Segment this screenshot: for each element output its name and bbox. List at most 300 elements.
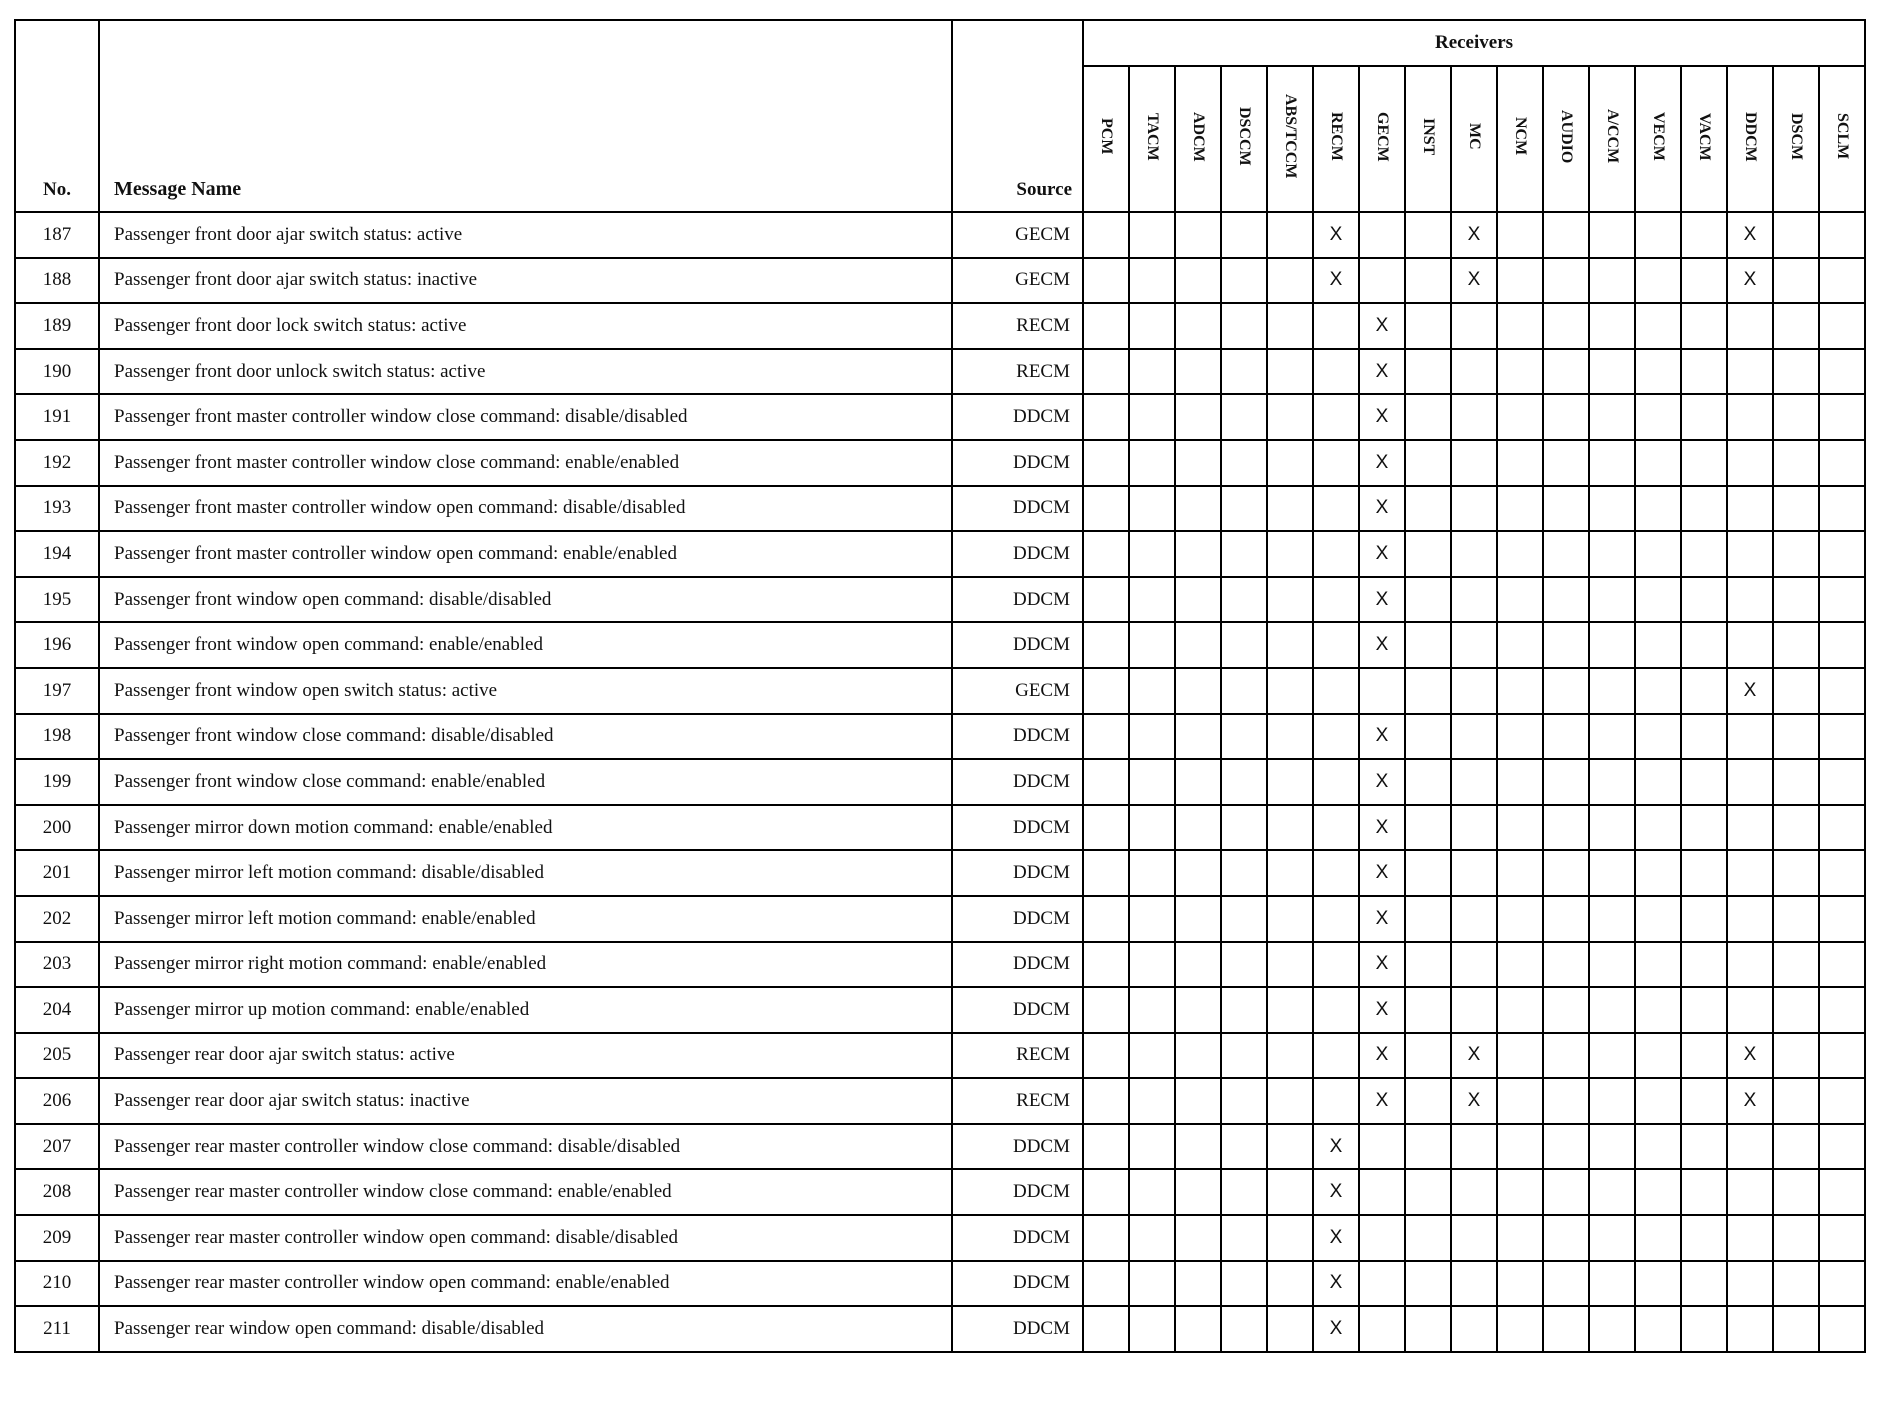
receiver-cell-gecm <box>1359 1124 1405 1170</box>
receiver-cell-audio <box>1543 1261 1589 1307</box>
receiver-cell-dscm <box>1773 759 1819 805</box>
receiver-cell-gecm: X <box>1359 987 1405 1033</box>
receiver-cell-adcm <box>1175 987 1221 1033</box>
receiver-cell-dscm <box>1773 486 1819 532</box>
receiver-cell-recm <box>1313 531 1359 577</box>
message-name: Passenger front door lock switch status: active <box>99 303 952 349</box>
row-number: 209 <box>15 1215 99 1261</box>
receiver-cell-ncm <box>1497 1078 1543 1124</box>
receiver-cell-vecm <box>1635 258 1681 304</box>
receiver-cell-sclm <box>1819 759 1865 805</box>
receiver-header-gecm <box>1359 66 1405 212</box>
receiver-cell-adcm <box>1175 942 1221 988</box>
receiver-cell-vecm <box>1635 759 1681 805</box>
message-name: Passenger rear door ajar switch status: active <box>99 1033 952 1079</box>
receiver-cell-ddcm <box>1727 349 1773 395</box>
receiver-cell-ddcm <box>1727 1306 1773 1352</box>
receiver-cell-ddcm <box>1727 577 1773 623</box>
receiver-cell-adcm <box>1175 1124 1221 1170</box>
receiver-cell-ncm <box>1497 212 1543 258</box>
receiver-cell-vacm <box>1681 1124 1727 1170</box>
receiver-cell-recm: X <box>1313 1169 1359 1215</box>
row-number: 191 <box>15 394 99 440</box>
receiver-cell-gecm: X <box>1359 622 1405 668</box>
receiver-cell-inst <box>1405 1033 1451 1079</box>
receiver-cell-pcm <box>1083 805 1129 851</box>
receiver-label: SCLM <box>1834 113 1851 160</box>
table-row <box>15 987 1865 1033</box>
receiver-cell-mc <box>1451 349 1497 395</box>
receiver-cell-vecm <box>1635 622 1681 668</box>
receiver-cell-adcm <box>1175 440 1221 486</box>
receiver-cell-recm <box>1313 668 1359 714</box>
receiver-cell-abs-tccm <box>1267 714 1313 760</box>
receiver-cell-sclm <box>1819 1124 1865 1170</box>
receiver-cell-mc <box>1451 1124 1497 1170</box>
receiver-cell-a-ccm <box>1589 303 1635 349</box>
receiver-cell-dscm <box>1773 668 1819 714</box>
receiver-cell-ncm <box>1497 1215 1543 1261</box>
receiver-cell-adcm <box>1175 714 1221 760</box>
receiver-cell-dsccm <box>1221 714 1267 760</box>
receiver-cell-vacm <box>1681 668 1727 714</box>
receiver-cell-gecm: X <box>1359 531 1405 577</box>
receiver-cell-ncm <box>1497 440 1543 486</box>
receiver-cell-tacm <box>1129 1124 1175 1170</box>
receiver-cell-audio <box>1543 987 1589 1033</box>
receiver-cell-vecm <box>1635 486 1681 532</box>
message-name: Passenger front window open switch status: active <box>99 668 952 714</box>
receiver-cell-ncm <box>1497 714 1543 760</box>
receiver-cell-ncm <box>1497 987 1543 1033</box>
receiver-cell-dscm <box>1773 1215 1819 1261</box>
message-name: Passenger front window close command: enable/enabled <box>99 759 952 805</box>
receiver-cell-pcm <box>1083 896 1129 942</box>
receiver-cell-vacm <box>1681 850 1727 896</box>
receiver-cell-vacm <box>1681 440 1727 486</box>
table-row <box>15 1033 1865 1079</box>
receiver-cell-gecm: X <box>1359 440 1405 486</box>
table-row <box>15 1261 1865 1307</box>
message-source: DDCM <box>952 1169 1083 1215</box>
receiver-cell-audio <box>1543 1078 1589 1124</box>
receiver-cell-pcm <box>1083 622 1129 668</box>
receiver-cell-ncm <box>1497 1033 1543 1079</box>
table-row <box>15 1215 1865 1261</box>
receiver-cell-ncm <box>1497 258 1543 304</box>
receiver-cell-mc <box>1451 303 1497 349</box>
receiver-cell-ncm <box>1497 1124 1543 1170</box>
receiver-cell-mc <box>1451 622 1497 668</box>
receiver-cell-audio <box>1543 349 1589 395</box>
receiver-cell-dscm <box>1773 1306 1819 1352</box>
receiver-cell-audio <box>1543 486 1589 532</box>
receiver-cell-dsccm <box>1221 668 1267 714</box>
receiver-cell-vacm <box>1681 531 1727 577</box>
receiver-label: DSCM <box>1788 112 1805 161</box>
receiver-cell-pcm <box>1083 668 1129 714</box>
receiver-cell-adcm <box>1175 577 1221 623</box>
receiver-cell-inst <box>1405 531 1451 577</box>
receiver-cell-a-ccm <box>1589 1261 1635 1307</box>
receiver-cell-dsccm <box>1221 531 1267 577</box>
receiver-cell-ddcm <box>1727 714 1773 760</box>
receiver-cell-recm: X <box>1313 1261 1359 1307</box>
receiver-cell-tacm <box>1129 212 1175 258</box>
receiver-cell-tacm <box>1129 805 1175 851</box>
receiver-cell-dsccm <box>1221 1306 1267 1352</box>
receiver-cell-ddcm <box>1727 1215 1773 1261</box>
receiver-cell-dscm <box>1773 303 1819 349</box>
table-row <box>15 805 1865 851</box>
row-number: 203 <box>15 942 99 988</box>
message-name: Passenger mirror down motion command: enable/enabled <box>99 805 952 851</box>
receiver-cell-gecm: X <box>1359 303 1405 349</box>
receiver-cell-pcm <box>1083 1261 1129 1307</box>
receiver-cell-vacm <box>1681 805 1727 851</box>
message-name: Passenger rear window open command: disable/disabled <box>99 1306 952 1352</box>
receiver-cell-inst <box>1405 1078 1451 1124</box>
receiver-cell-gecm: X <box>1359 714 1405 760</box>
receiver-label: GECM <box>1374 111 1391 162</box>
receiver-cell-abs-tccm <box>1267 987 1313 1033</box>
receiver-cell-vecm <box>1635 1306 1681 1352</box>
receiver-cell-recm <box>1313 896 1359 942</box>
message-name: Passenger front master controller window open command: enable/enabled <box>99 531 952 577</box>
row-number: 207 <box>15 1124 99 1170</box>
receiver-cell-adcm <box>1175 303 1221 349</box>
receiver-cell-vecm <box>1635 577 1681 623</box>
receiver-cell-audio <box>1543 440 1589 486</box>
receiver-cell-dsccm <box>1221 1078 1267 1124</box>
receiver-cell-vacm <box>1681 714 1727 760</box>
receiver-cell-pcm <box>1083 212 1129 258</box>
receiver-cell-inst <box>1405 349 1451 395</box>
receiver-cell-a-ccm <box>1589 805 1635 851</box>
receiver-cell-recm <box>1313 987 1359 1033</box>
receiver-cell-dscm <box>1773 987 1819 1033</box>
receiver-cell-adcm <box>1175 1033 1221 1079</box>
receiver-cell-audio <box>1543 1124 1589 1170</box>
message-name: Passenger front window open command: enable/enabled <box>99 622 952 668</box>
table-row <box>15 714 1865 760</box>
receiver-cell-vacm <box>1681 1169 1727 1215</box>
receiver-cell-dscm <box>1773 1078 1819 1124</box>
receiver-cell-ncm <box>1497 349 1543 395</box>
receiver-cell-gecm: X <box>1359 486 1405 532</box>
message-source: DDCM <box>952 805 1083 851</box>
receiver-cell-gecm <box>1359 1261 1405 1307</box>
receiver-cell-vecm <box>1635 1124 1681 1170</box>
receiver-cell-vecm <box>1635 440 1681 486</box>
receiver-cell-inst <box>1405 714 1451 760</box>
table-row <box>15 349 1865 395</box>
message-name: Passenger mirror up motion command: enable/enabled <box>99 987 952 1033</box>
receiver-cell-gecm <box>1359 212 1405 258</box>
row-number: 201 <box>15 850 99 896</box>
receiver-cell-tacm <box>1129 759 1175 805</box>
receiver-cell-abs-tccm <box>1267 1261 1313 1307</box>
receiver-cell-dscm <box>1773 805 1819 851</box>
receiver-cell-vacm <box>1681 1261 1727 1307</box>
receiver-cell-ncm <box>1497 942 1543 988</box>
message-name: Passenger rear master controller window close command: enable/enabled <box>99 1169 952 1215</box>
row-number: 198 <box>15 714 99 760</box>
receiver-cell-sclm <box>1819 805 1865 851</box>
receiver-cell-a-ccm <box>1589 987 1635 1033</box>
receiver-cell-dsccm <box>1221 486 1267 532</box>
table-row <box>15 759 1865 805</box>
receiver-cell-abs-tccm <box>1267 531 1313 577</box>
receiver-cell-a-ccm <box>1589 212 1635 258</box>
receiver-cell-ncm <box>1497 531 1543 577</box>
row-number: 205 <box>15 1033 99 1079</box>
receiver-cell-audio <box>1543 394 1589 440</box>
message-source: DDCM <box>952 622 1083 668</box>
receiver-cell-tacm <box>1129 303 1175 349</box>
receiver-cell-abs-tccm <box>1267 349 1313 395</box>
receiver-cell-a-ccm <box>1589 258 1635 304</box>
receiver-cell-mc <box>1451 1169 1497 1215</box>
receiver-cell-pcm <box>1083 1169 1129 1215</box>
receiver-cell-gecm: X <box>1359 1033 1405 1079</box>
receiver-cell-pcm <box>1083 258 1129 304</box>
table-row <box>15 896 1865 942</box>
receiver-cell-abs-tccm <box>1267 1124 1313 1170</box>
receiver-cell-vecm <box>1635 303 1681 349</box>
receiver-cell-ddcm <box>1727 394 1773 440</box>
receiver-cell-dscm <box>1773 577 1819 623</box>
table-row <box>15 394 1865 440</box>
receiver-cell-adcm <box>1175 896 1221 942</box>
receiver-cell-ddcm <box>1727 1169 1773 1215</box>
receiver-cell-sclm <box>1819 486 1865 532</box>
receiver-cell-recm <box>1313 850 1359 896</box>
receiver-cell-audio <box>1543 850 1589 896</box>
receiver-cell-sclm <box>1819 1215 1865 1261</box>
table-row <box>15 622 1865 668</box>
receiver-cell-sclm <box>1819 440 1865 486</box>
table-row <box>15 212 1865 258</box>
receiver-cell-audio <box>1543 258 1589 304</box>
receiver-cell-dsccm <box>1221 759 1267 805</box>
receiver-cell-inst <box>1405 1169 1451 1215</box>
row-number: 200 <box>15 805 99 851</box>
receiver-cell-abs-tccm <box>1267 1306 1313 1352</box>
receiver-header-vacm <box>1681 66 1727 212</box>
receiver-cell-dscm <box>1773 531 1819 577</box>
receiver-cell-a-ccm <box>1589 486 1635 532</box>
receiver-cell-inst <box>1405 212 1451 258</box>
header-no: No. <box>15 20 99 212</box>
row-number: 187 <box>15 212 99 258</box>
receiver-cell-dsccm <box>1221 1033 1267 1079</box>
receiver-cell-inst <box>1405 486 1451 532</box>
row-number: 196 <box>15 622 99 668</box>
receiver-cell-pcm <box>1083 440 1129 486</box>
receiver-cell-a-ccm <box>1589 531 1635 577</box>
receiver-cell-ncm <box>1497 622 1543 668</box>
receiver-cell-inst <box>1405 942 1451 988</box>
receiver-cell-abs-tccm <box>1267 942 1313 988</box>
receiver-cell-pcm <box>1083 303 1129 349</box>
table-row <box>15 1169 1865 1215</box>
receiver-cell-abs-tccm <box>1267 759 1313 805</box>
receiver-cell-vacm <box>1681 303 1727 349</box>
message-name: Passenger mirror left motion command: enable/enabled <box>99 896 952 942</box>
receiver-cell-adcm <box>1175 1261 1221 1307</box>
receiver-cell-a-ccm <box>1589 349 1635 395</box>
receiver-cell-vacm <box>1681 212 1727 258</box>
receiver-cell-dscm <box>1773 850 1819 896</box>
receiver-cell-tacm <box>1129 577 1175 623</box>
receiver-cell-ncm <box>1497 1261 1543 1307</box>
receiver-cell-abs-tccm <box>1267 1169 1313 1215</box>
receiver-cell-mc: X <box>1451 212 1497 258</box>
receiver-cell-ncm <box>1497 486 1543 532</box>
message-source: DDCM <box>952 577 1083 623</box>
receiver-label: ABS/TCCM <box>1282 94 1299 179</box>
receiver-cell-pcm <box>1083 1078 1129 1124</box>
receiver-cell-recm <box>1313 805 1359 851</box>
receiver-cell-adcm <box>1175 759 1221 805</box>
receiver-cell-inst <box>1405 987 1451 1033</box>
receiver-cell-mc <box>1451 394 1497 440</box>
receiver-cell-inst <box>1405 805 1451 851</box>
receiver-cell-a-ccm <box>1589 440 1635 486</box>
receiver-cell-ddcm: X <box>1727 212 1773 258</box>
row-number: 204 <box>15 987 99 1033</box>
receiver-cell-inst <box>1405 303 1451 349</box>
receiver-cell-tacm <box>1129 349 1175 395</box>
table-row <box>15 942 1865 988</box>
receiver-cell-recm <box>1313 622 1359 668</box>
receiver-cell-mc <box>1451 531 1497 577</box>
table-row <box>15 850 1865 896</box>
receiver-cell-vecm <box>1635 1261 1681 1307</box>
receiver-cell-a-ccm <box>1589 577 1635 623</box>
receiver-cell-audio <box>1543 714 1589 760</box>
receiver-cell-ddcm <box>1727 987 1773 1033</box>
receiver-cell-vecm <box>1635 942 1681 988</box>
receiver-cell-recm: X <box>1313 212 1359 258</box>
receiver-cell-ddcm <box>1727 1124 1773 1170</box>
receiver-cell-mc <box>1451 987 1497 1033</box>
receiver-cell-ddcm <box>1727 896 1773 942</box>
receiver-cell-ncm <box>1497 850 1543 896</box>
receiver-cell-tacm <box>1129 668 1175 714</box>
receiver-cell-recm <box>1313 714 1359 760</box>
receiver-cell-audio <box>1543 531 1589 577</box>
receiver-cell-adcm <box>1175 668 1221 714</box>
receiver-cell-a-ccm <box>1589 714 1635 760</box>
receiver-cell-dscm <box>1773 394 1819 440</box>
receiver-cell-pcm <box>1083 987 1129 1033</box>
receiver-label: RECM <box>1328 112 1345 161</box>
message-table-container <box>14 19 1866 1353</box>
receiver-cell-mc <box>1451 896 1497 942</box>
receiver-cell-inst <box>1405 1261 1451 1307</box>
message-source: DDCM <box>952 987 1083 1033</box>
receiver-cell-recm <box>1313 303 1359 349</box>
receiver-cell-mc <box>1451 850 1497 896</box>
receiver-cell-gecm <box>1359 1169 1405 1215</box>
receiver-cell-vecm <box>1635 1033 1681 1079</box>
receiver-cell-adcm <box>1175 1078 1221 1124</box>
message-name: Passenger front master controller window close command: enable/enabled <box>99 440 952 486</box>
receiver-cell-ddcm <box>1727 486 1773 532</box>
receiver-cell-sclm <box>1819 303 1865 349</box>
receiver-cell-vecm <box>1635 896 1681 942</box>
receiver-header-recm <box>1313 66 1359 212</box>
receiver-cell-dscm <box>1773 896 1819 942</box>
message-source: DDCM <box>952 1261 1083 1307</box>
message-source: DDCM <box>952 394 1083 440</box>
receiver-cell-abs-tccm <box>1267 668 1313 714</box>
receiver-cell-dsccm <box>1221 577 1267 623</box>
receiver-cell-ddcm <box>1727 303 1773 349</box>
header-message-name: Message Name <box>99 20 952 212</box>
message-source: DDCM <box>952 486 1083 532</box>
receiver-cell-vecm <box>1635 212 1681 258</box>
receiver-header-vecm <box>1635 66 1681 212</box>
receiver-cell-abs-tccm <box>1267 212 1313 258</box>
message-source: DDCM <box>952 440 1083 486</box>
receiver-cell-inst <box>1405 577 1451 623</box>
receiver-cell-a-ccm <box>1589 1078 1635 1124</box>
receiver-cell-dsccm <box>1221 1169 1267 1215</box>
receiver-cell-dsccm <box>1221 1215 1267 1261</box>
receiver-cell-vecm <box>1635 850 1681 896</box>
receiver-cell-vacm <box>1681 1215 1727 1261</box>
receiver-cell-gecm: X <box>1359 349 1405 395</box>
row-number: 211 <box>15 1306 99 1352</box>
receiver-cell-recm: X <box>1313 1124 1359 1170</box>
receiver-header-adcm <box>1175 66 1221 212</box>
receiver-cell-dsccm <box>1221 258 1267 304</box>
receiver-cell-mc <box>1451 714 1497 760</box>
receiver-cell-tacm <box>1129 942 1175 988</box>
table-row <box>15 486 1865 532</box>
receiver-cell-inst <box>1405 668 1451 714</box>
receiver-cell-dsccm <box>1221 896 1267 942</box>
receiver-cell-tacm <box>1129 1215 1175 1261</box>
receiver-cell-sclm <box>1819 942 1865 988</box>
receiver-header-audio <box>1543 66 1589 212</box>
receiver-cell-abs-tccm <box>1267 622 1313 668</box>
receiver-cell-dscm <box>1773 212 1819 258</box>
receiver-cell-sclm <box>1819 531 1865 577</box>
receiver-cell-dscm <box>1773 1124 1819 1170</box>
receiver-cell-dsccm <box>1221 942 1267 988</box>
receiver-label: DDCM <box>1742 111 1759 162</box>
receiver-cell-sclm <box>1819 714 1865 760</box>
receiver-cell-vecm <box>1635 1078 1681 1124</box>
receiver-cell-pcm <box>1083 577 1129 623</box>
receiver-cell-abs-tccm <box>1267 486 1313 532</box>
receiver-cell-sclm <box>1819 1033 1865 1079</box>
receiver-header-abs-tccm <box>1267 66 1313 212</box>
receiver-cell-vecm <box>1635 714 1681 760</box>
row-number: 202 <box>15 896 99 942</box>
message-name: Passenger mirror left motion command: disable/disabled <box>99 850 952 896</box>
receiver-cell-audio <box>1543 942 1589 988</box>
receiver-cell-vecm <box>1635 1169 1681 1215</box>
receiver-cell-dscm <box>1773 440 1819 486</box>
receiver-cell-gecm: X <box>1359 850 1405 896</box>
message-source: DDCM <box>952 850 1083 896</box>
receiver-cell-vacm <box>1681 942 1727 988</box>
